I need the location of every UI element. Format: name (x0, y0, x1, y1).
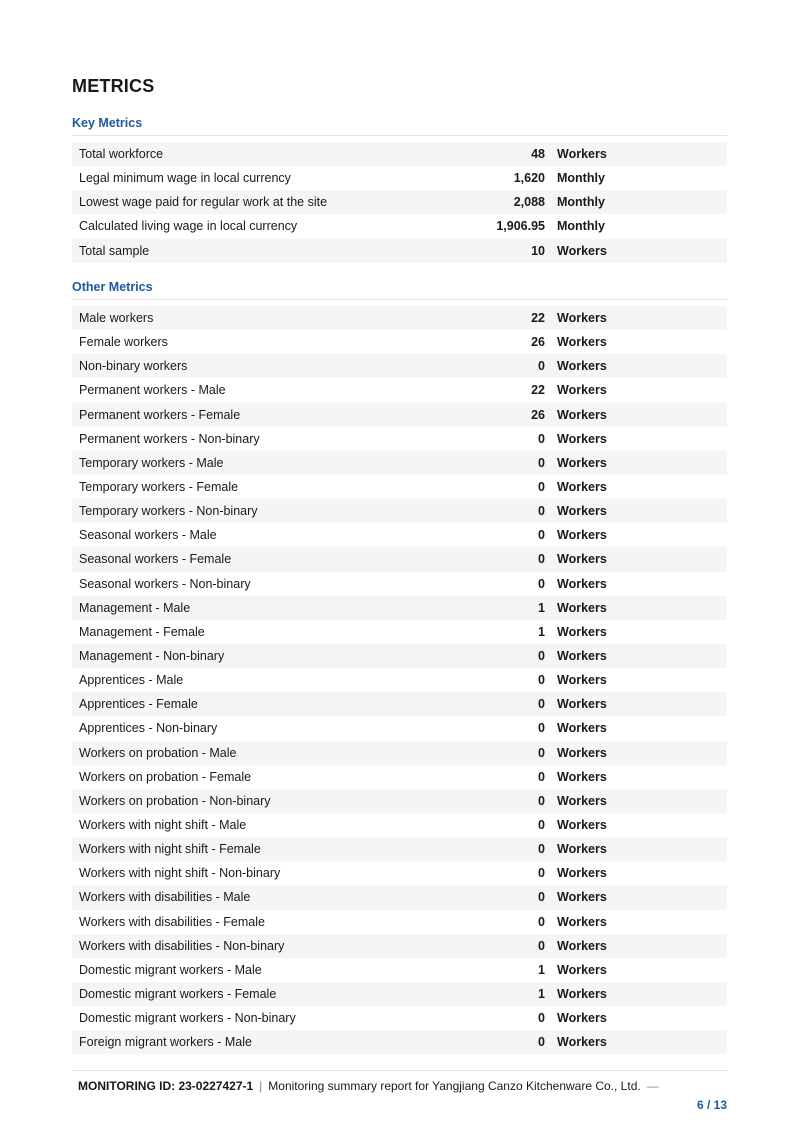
other-metric-row (72, 475, 727, 499)
metric-unit: Workers (557, 866, 607, 881)
metric-value: 0 (538, 455, 545, 470)
other-metric-row (72, 378, 727, 402)
metric-label: Apprentices - Female (79, 697, 198, 712)
metric-value: 0 (538, 745, 545, 760)
metric-label: Male workers (79, 311, 154, 326)
metric-unit: Workers (557, 359, 607, 374)
metric-label: Workers with disabilities - Non-binary (79, 938, 285, 953)
metric-label: Apprentices - Male (79, 673, 184, 688)
metric-unit: Workers (557, 528, 607, 543)
metric-label: Management - Female (79, 624, 205, 639)
metric-value: 0 (538, 359, 545, 374)
metric-value: 1,620 (513, 171, 545, 186)
metric-unit: Workers (557, 745, 607, 760)
other-metric-row (72, 958, 727, 982)
metric-label: Apprentices - Non-binary (79, 721, 218, 736)
metric-value: 0 (538, 818, 545, 833)
other-metric-row (72, 427, 727, 451)
metric-label: Total sample (79, 243, 150, 258)
metric-label: Legal minimum wage in local currency (79, 171, 291, 186)
metric-label: Permanent workers - Male (79, 383, 226, 398)
metric-unit: Workers (557, 147, 607, 162)
metric-value: 0 (538, 649, 545, 664)
other-metric-row (72, 934, 727, 958)
metric-unit: Workers (557, 769, 607, 784)
metric-unit: Workers (557, 455, 607, 470)
metric-label: Seasonal workers - Female (79, 552, 232, 567)
metric-label: Temporary workers - Male (79, 455, 224, 470)
metric-unit: Workers (557, 600, 607, 615)
metric-value: 0 (538, 769, 545, 784)
metric-value: 1,906.95 (496, 219, 545, 234)
metric-value: 0 (538, 1011, 545, 1026)
monitoring-id: MONITORING ID: 23-0227427-1 (78, 1079, 254, 1093)
footer-separator: | (259, 1079, 263, 1093)
metric-unit: Monthly (557, 171, 605, 186)
metric-value: 1 (538, 624, 545, 639)
metric-unit: Workers (557, 552, 607, 567)
metric-unit: Workers (557, 624, 607, 639)
footer-divider (72, 1070, 727, 1071)
key-metrics-table (72, 142, 727, 263)
metric-value: 1 (538, 987, 545, 1001)
other-metric-row (72, 330, 727, 354)
metric-unit: Workers (557, 890, 607, 905)
other-metric-row (72, 765, 727, 789)
metric-label: Workers with disabilities - Female (79, 914, 265, 929)
other-metric-row (72, 716, 727, 740)
metric-label: Domestic migrant workers - Non-binary (79, 1011, 296, 1026)
other-metric-row (72, 789, 727, 813)
metric-unit: Workers (557, 311, 607, 326)
metric-label: Workers with disabilities - Male (79, 890, 251, 905)
metric-unit: Monthly (557, 219, 605, 234)
metric-value: 0 (538, 673, 545, 688)
other-metric-row (72, 837, 727, 861)
other-metric-row (72, 547, 727, 571)
metric-unit: Workers (557, 987, 607, 1001)
metric-unit: Workers (557, 243, 607, 258)
other-metric-row (72, 644, 727, 668)
metric-label: Calculated living wage in local currency (79, 219, 298, 234)
other-metric-row (72, 861, 727, 885)
metric-value: 0 (538, 721, 545, 736)
metric-label: Foreign migrant workers - Male (79, 1035, 252, 1050)
footer (78, 1079, 659, 1093)
other-metric-row (72, 668, 727, 692)
metric-label: Workers on probation - Male (79, 745, 237, 760)
page-number: 6 / 13 (696, 1098, 727, 1112)
metric-unit: Workers (557, 480, 607, 495)
metric-label: Workers with night shift - Male (79, 818, 247, 833)
other-metric-row (72, 1006, 727, 1030)
metric-unit: Workers (557, 576, 607, 591)
metric-unit: Workers (557, 793, 607, 808)
metric-value: 0 (538, 793, 545, 808)
other-metric-row (72, 885, 727, 909)
other-metric-row (72, 403, 727, 427)
other-metric-row (72, 1030, 727, 1054)
metric-label: Non-binary workers (79, 359, 188, 374)
metric-value: 26 (531, 407, 545, 422)
other-metric-row (72, 813, 727, 837)
metric-value: 1 (538, 962, 545, 977)
metric-unit: Workers (557, 504, 607, 519)
metric-value: 0 (538, 914, 545, 929)
metric-label: Temporary workers - Non-binary (79, 504, 258, 519)
key-metric-row (72, 142, 727, 166)
other-metric-row (72, 499, 727, 523)
other-metric-row (72, 306, 727, 330)
key-metrics-heading: Key Metrics (72, 116, 727, 136)
metric-value: 26 (531, 335, 545, 350)
other-metric-row (72, 982, 727, 1006)
metric-label: Female workers (79, 335, 168, 350)
metric-label: Management - Non-binary (79, 649, 225, 664)
metric-unit: Workers (557, 962, 607, 977)
metric-unit: Workers (557, 842, 607, 857)
metric-value: 0 (538, 842, 545, 857)
metric-value: 0 (538, 866, 545, 881)
page-title: METRICS (72, 76, 155, 96)
metric-unit: Workers (557, 721, 607, 736)
metric-label: Permanent workers - Female (79, 407, 241, 422)
metric-unit: Workers (557, 407, 607, 422)
metric-unit: Workers (557, 383, 607, 398)
other-metrics-heading: Other Metrics (72, 280, 727, 300)
metric-unit: Workers (557, 431, 607, 446)
metric-value: 0 (538, 1035, 545, 1050)
metric-value: 10 (531, 243, 545, 258)
metric-value: 48 (531, 147, 545, 162)
key-metric-row (72, 190, 727, 214)
metric-value: 0 (538, 528, 545, 543)
other-metrics-table (72, 306, 727, 1054)
metric-label: Permanent workers - Non-binary (79, 431, 260, 446)
metric-label: Management - Male (79, 600, 191, 615)
metric-label: Domestic migrant workers - Male (79, 962, 262, 977)
metric-label: Temporary workers - Female (79, 480, 239, 495)
metric-unit: Workers (557, 673, 607, 688)
metric-label: Seasonal workers - Male (79, 528, 217, 543)
metric-label: Workers on probation - Female (79, 769, 252, 784)
metric-unit: Workers (557, 938, 607, 953)
metric-value: 0 (538, 552, 545, 567)
other-metric-row (72, 741, 727, 765)
other-metric-row (72, 354, 727, 378)
key-metric-row (72, 214, 727, 238)
metric-label: Seasonal workers - Non-binary (79, 576, 251, 591)
footer-dash: — (646, 1079, 659, 1093)
metric-unit: Workers (557, 697, 607, 712)
metric-label: Workers with night shift - Female (79, 842, 261, 857)
other-metric-row (72, 523, 727, 547)
metric-unit: Workers (557, 335, 607, 350)
metric-value: 0 (538, 480, 545, 495)
metric-value: 1 (538, 600, 545, 615)
key-metric-row (72, 166, 727, 190)
metric-unit: Workers (557, 914, 607, 929)
other-metric-row (72, 596, 727, 620)
metric-value: 22 (531, 383, 545, 398)
other-metric-row (72, 692, 727, 716)
metric-unit: Workers (557, 1035, 607, 1050)
report-text: Monitoring summary report for Yangjiang Canzo Kitchenware Co., Ltd. (268, 1079, 641, 1093)
metric-value: 0 (538, 576, 545, 591)
metric-value: 0 (538, 504, 545, 519)
metric-unit: Workers (557, 818, 607, 833)
metric-label: Lowest wage paid for regular work at the site (79, 195, 328, 210)
metric-label: Workers on probation - Non-binary (79, 793, 271, 808)
metric-value: 0 (538, 697, 545, 712)
other-metric-row (72, 451, 727, 475)
metric-label: Domestic migrant workers - Female (79, 987, 277, 1001)
metric-value: 0 (538, 890, 545, 905)
metric-value: 0 (538, 431, 545, 446)
metric-label: Workers with night shift - Non-binary (79, 866, 281, 881)
other-metric-row (72, 910, 727, 934)
metric-value: 22 (531, 311, 545, 326)
key-metric-row (72, 239, 727, 263)
metric-value: 0 (538, 938, 545, 953)
metric-unit: Monthly (557, 195, 605, 210)
other-metric-row (72, 620, 727, 644)
metric-value: 2,088 (513, 195, 545, 210)
metric-unit: Workers (557, 1011, 607, 1026)
metric-unit: Workers (557, 649, 607, 664)
metric-label: Total workforce (79, 147, 164, 162)
other-metric-row (72, 572, 727, 596)
